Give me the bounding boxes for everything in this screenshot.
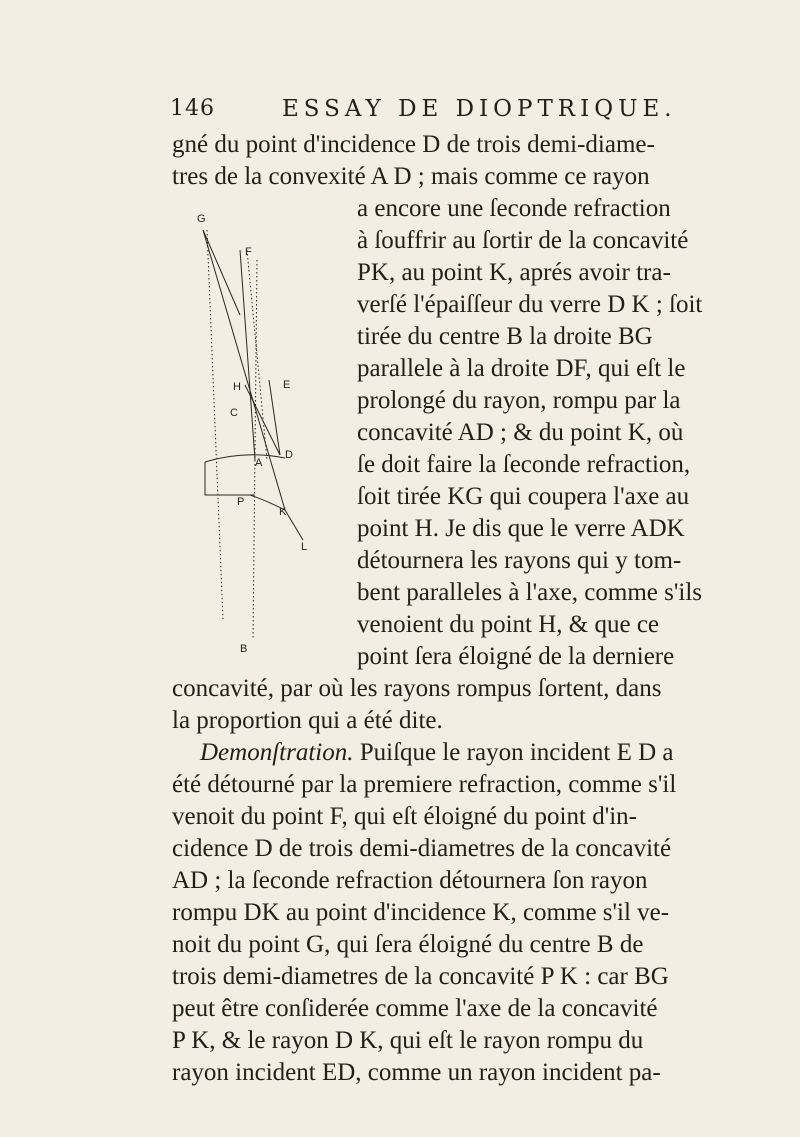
label-k: K — [279, 506, 287, 518]
page-header — [170, 96, 725, 132]
text-line: prolongé du rayon, rompu par la — [357, 387, 681, 414]
text-line: point H. Je dis que le verre ADK — [357, 515, 685, 542]
page-number: 146 — [170, 96, 215, 121]
text-line: gné du point d'incidence D de trois demi-diame- — [172, 131, 655, 158]
line-f — [240, 250, 255, 460]
text-line: à ſouffrir au ſortir de la concavité — [357, 227, 689, 254]
ray-l — [285, 510, 303, 540]
text-line: concavité, par où les rayons rompus ſortent, dans — [172, 675, 662, 702]
glass-outline — [205, 462, 255, 495]
text-line: tirée du centre B la droite BG — [357, 323, 653, 350]
text-line: trois demi-diametres de la concavité P K : car BG — [172, 963, 669, 990]
text-line: concavité AD ; & du point K, où — [357, 419, 684, 446]
text-line: détournera les rayons qui y tom- — [357, 547, 682, 574]
label-d: D — [285, 449, 293, 461]
line-gk — [203, 230, 285, 510]
text-line: bent paralleles à l'axe, comme s'ils — [357, 579, 702, 606]
label-e: E — [283, 379, 291, 391]
text-line: Puiſque le rayon incident E D a — [353, 739, 674, 766]
text-line: ſe doit faire la ſeconde refraction, — [357, 451, 691, 478]
line-bg — [253, 260, 257, 640]
label-p: P — [237, 496, 245, 508]
running-title: ESSAY DE DIOPTRIQUE. — [282, 96, 677, 122]
text-line: tres de la convexité A D ; mais comme ce rayon — [172, 163, 650, 190]
text-line: parallele à la droite DF, qui eſt le — [357, 355, 686, 382]
demonstration-label: Demonſtration. — [200, 739, 354, 766]
text-line: rayon incident ED, comme un rayon incident pa- — [172, 1059, 661, 1086]
demonstration-first-line — [200, 738, 674, 768]
text-line: AD ; la ſeconde refraction détournera ſon rayon — [172, 867, 648, 894]
text-line: noit du point G, qui ſera éloigné du centre B de — [172, 931, 644, 958]
text-line: a encore une ſeconde refraction — [357, 195, 671, 222]
text-line: venoit du point F, qui eſt éloigné du point d'in- — [172, 803, 637, 830]
text-line: PK, au point K, aprés avoir tra- — [357, 259, 671, 286]
text-line: peut être conſiderée comme l'axe de la concavité — [172, 995, 658, 1022]
label-l: L — [301, 541, 308, 553]
text-line: verſé l'épaiſſeur du verre D K ; ſoit — [357, 291, 703, 318]
label-h: H — [233, 381, 241, 393]
glass-curve-top — [205, 455, 285, 462]
text-line: venoient du point H, & que ce — [357, 611, 660, 638]
text-line: rompu DK au point d'incidence K, comme s'il ve- — [172, 899, 670, 926]
label-f: F — [245, 246, 252, 258]
text-line: été détourné par la premiere refraction, comme s'il — [172, 771, 677, 798]
line-g — [203, 230, 240, 315]
text-line: ſoit tirée KG qui coupera l'axe au — [357, 483, 690, 510]
label-b: B — [240, 643, 248, 655]
text-line: la proportion qui a été dite. — [172, 707, 443, 734]
text-line: P K, & le rayon D K, qui eſt le rayon rompu du — [172, 1027, 644, 1054]
text-line: point ſera éloigné de la derniere — [357, 643, 675, 670]
label-g: G — [197, 213, 206, 225]
optics-figure — [185, 200, 320, 665]
label-c: C — [230, 407, 238, 419]
label-a: A — [255, 457, 263, 469]
text-line: cidence D de trois demi-diametres de la concavité — [172, 835, 672, 862]
